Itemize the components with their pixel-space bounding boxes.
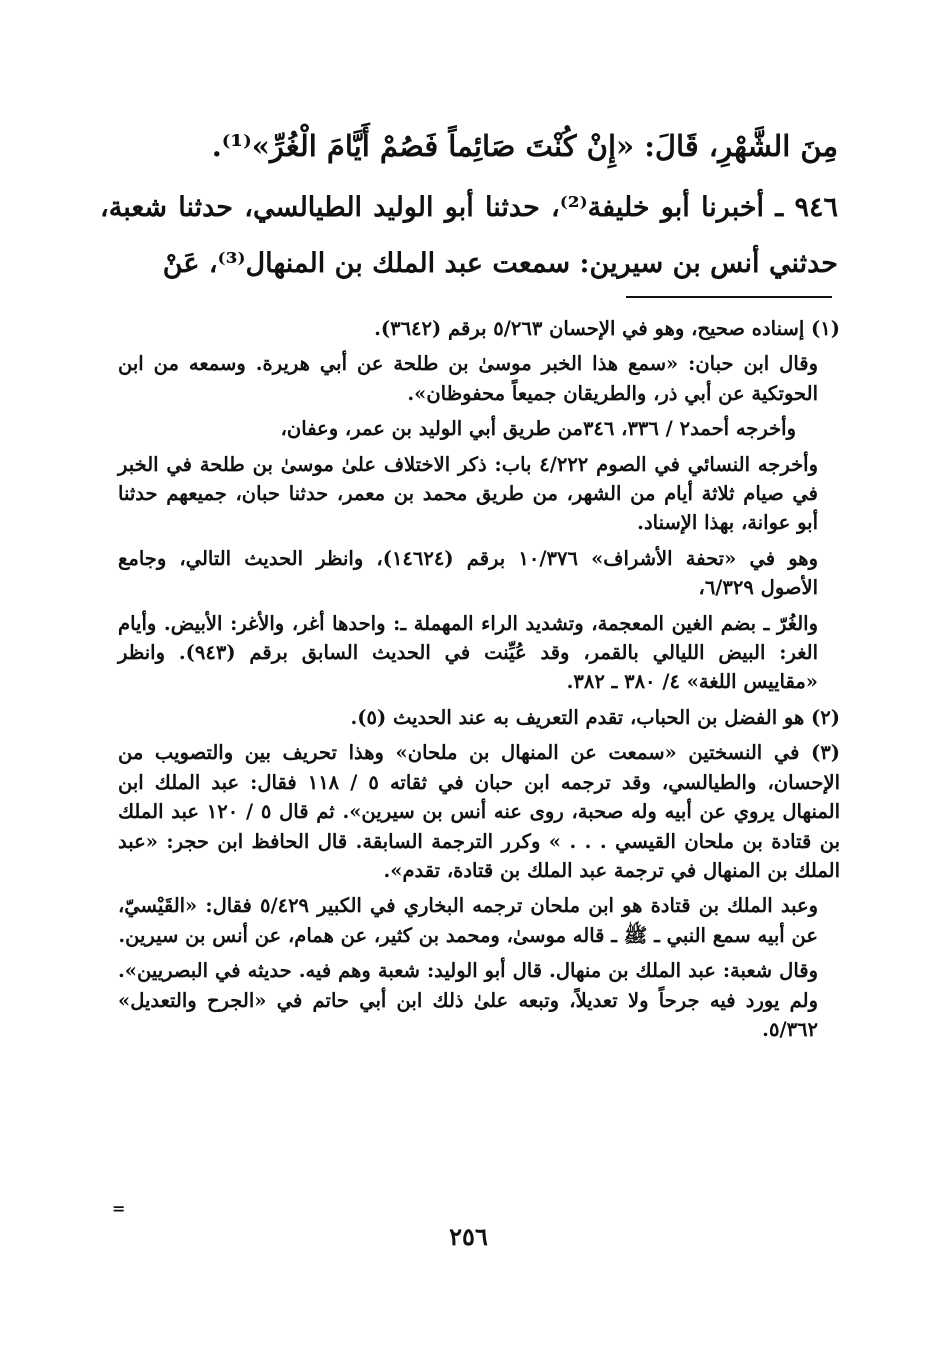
continuation-mark: = bbox=[112, 1199, 126, 1218]
hadith-946-text: ٩٤٦ ـ أخبرنا أبو خليفة⁽²⁾، حدثنا أبو الوليد الطيالسي، حدثنا شعبة، حدثني أنس بن سيرين: سمعت عبد الملك بن المنهال⁽³⁾، عَنْ bbox=[100, 192, 838, 279]
footnote-3-main: (٣) في النسختين «سمعت عن المنهال بن ملحان» وهذا تحريف بين والتصويب من الإحسان، والطيالسي، وقد ترجمه ابن حبان في ثقاته ٥ / ١١٨ فقال: عبد الملك ابن المنهال يروي عن أبيه وله صحبة، روى عنه أنس بن سيرين». ثم قال ٥ / ١٢٠ عبد الملك بن قتادة بن ملحان القيسي . . . » وكرر الترجمة السابقة. قال الحافظ ابن حجر: «عبد الملك بن المنهال في ترجمة عبد الملك بن قتادة، تقدم». bbox=[118, 741, 841, 882]
main-text-line-1: مِنَ الشَّهْرِ، قَالَ: «إِنْ كُنْتَ صَائِماً فَصُمْ أَيَّامَ الْغُرِّ»⁽¹⁾. bbox=[211, 129, 838, 163]
footnote-1-tuhfa: وهو في «تحفة الأشراف» ١٠/٣٧٦ برقم (١٤٦٢٤)، وانظر الحديث التالي، وجامع الأصول ٦/٣٢٩، bbox=[118, 546, 818, 600]
footnote-separator bbox=[626, 296, 832, 298]
page-number: ٢٥٦ bbox=[449, 1222, 488, 1251]
footnote-3-bukhari: وعبد الملك بن قتادة هو ابن ملحان ترجمه البخاري في الكبير ٥/٤٢٩ فقال: «القَيْسيّ، عن أبيه سمع النبي ـ ﷺ ـ قاله موسىٰ، ومحمد بن كثير، عن همام، عن أنس بن سيرين. bbox=[118, 894, 819, 947]
footnote-1-nasai: وأخرجه النسائي في الصوم ٤/٢٢٢ باب: ذكر الاختلاف علىٰ موسىٰ بن طلحة في الخبر في صيام ثلاثة أيام من الشهر، من طريق محمد بن معمر، حدثنا حبان، جميعهم حدثنا أبو عوانة، بهذا الإسناد. bbox=[118, 452, 818, 535]
footnote-1-ahmad: وأخرجه أحمد٢ / ٣٣٦، ٣٤٦من طريق أبي الوليد بن عمر، وعفان، bbox=[280, 417, 796, 441]
footnote-2: (٢) هو الفضل بن الحباب، تقدم التعريف به عند الحديث (٥). bbox=[350, 705, 840, 729]
footnote-1-ibn-hibban: وقال ابن حبان: «سمع هذا الخبر موسىٰ بن طلحة عن أبي هريرة. وسمعه من ابن الحوتكية عن أبي ذر، والطريقان جميعاً محفوظان». bbox=[118, 352, 818, 405]
footnotes bbox=[118, 314, 840, 1050]
footnote-1-ghurr: والغُرّ ـ بضم الغين المعجمة، وتشديد الراء المهملة ـ: واحدها أغر، والأغر: الأبيض. وأيام الغر: البيض الليالي بالقمر، وقد عُيِّنت في الحديث السابق برقم (٩٤٣). وانظر «مقاييس اللغة» ٤/ ٣٨٠ ـ ٣٨٢. bbox=[118, 611, 819, 694]
footnote-1-source: (١) إسناده صحيح، وهو في الإحسان ٥/٢٦٣ برقم (٣٦٤٢). bbox=[374, 317, 840, 340]
footnote-3-shuba: وقال شعبة: عبد الملك بن منهال. قال أبو الوليد: شعبة وهم فيه. حديثه في البصريين». ولم يورد فيه جرحاً ولا تعديلاً، وتبعه علىٰ ذلك ابن أبي حاتم في «الجرح والتعديل» ٥/٣٦٢. bbox=[118, 959, 818, 1041]
